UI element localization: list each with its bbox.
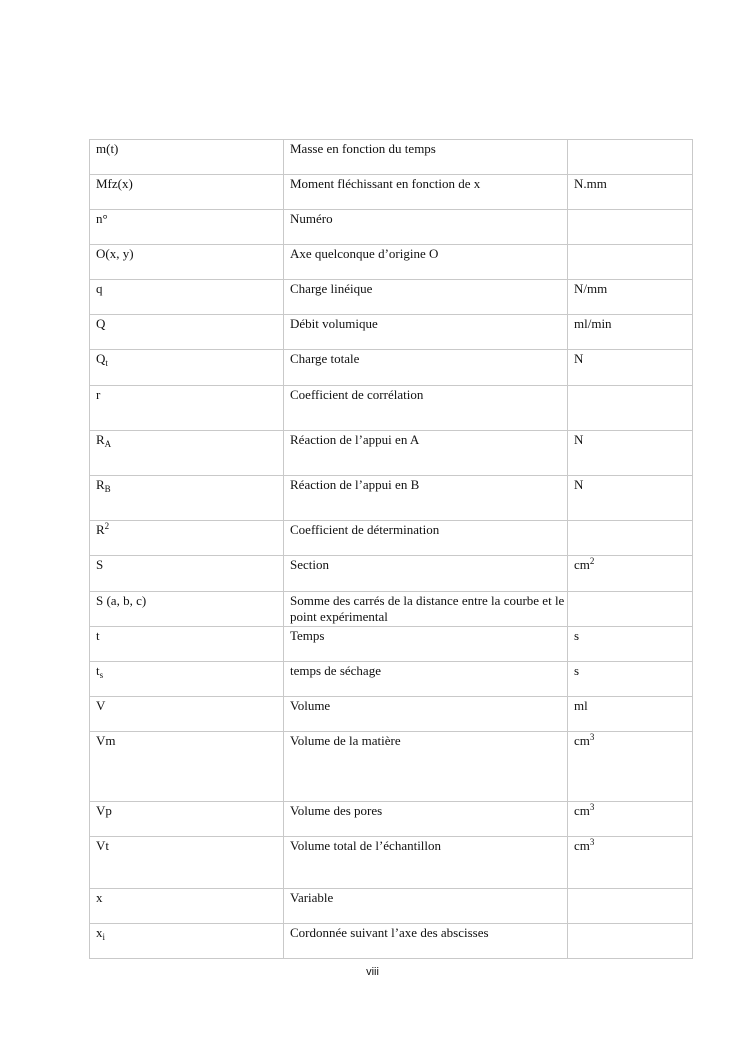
unit-cell xyxy=(568,210,693,245)
table-row xyxy=(90,592,693,627)
symbol-cell: x xyxy=(90,889,284,924)
description-cell: Section xyxy=(284,556,568,592)
description-cell: Volume total de l’échantillon xyxy=(284,837,568,889)
unit-cell xyxy=(568,386,693,431)
description-cell: Variable xyxy=(284,889,568,924)
unit-cell xyxy=(568,140,693,175)
table-row xyxy=(90,350,693,386)
unit-cell: ml xyxy=(568,697,693,732)
table-row xyxy=(90,315,693,350)
symbol-cell: Vp xyxy=(90,802,284,837)
symbol-cell: n° xyxy=(90,210,284,245)
description-cell: Cordonnée suivant l’axe des abscisses xyxy=(284,924,568,959)
table-row xyxy=(90,280,693,315)
unit-cell xyxy=(568,924,693,959)
symbol-cell: m(t) xyxy=(90,140,284,175)
page-number: viii xyxy=(366,966,379,978)
unit-cell xyxy=(568,521,693,556)
symbol-cell: $R_B$ xyxy=(90,476,284,521)
description-cell: Temps xyxy=(284,627,568,662)
description-cell: Volume xyxy=(284,697,568,732)
symbol-cell: r xyxy=(90,386,284,431)
table-row xyxy=(90,476,693,521)
description-cell: Coefficient de détermination xyxy=(284,521,568,556)
description-cell: Charge linéique xyxy=(284,280,568,315)
description-cell: Volume de la matière xyxy=(284,732,568,802)
symbol-cell: Q xyxy=(90,315,284,350)
description-cell: Somme des carrés de la distance entre la courbe et le point expérimental xyxy=(284,592,568,627)
symbols-table xyxy=(89,139,693,959)
unit-cell: N/mm xyxy=(568,280,693,315)
symbol-cell: Vt xyxy=(90,837,284,889)
description-cell: Charge totale xyxy=(284,350,568,386)
description-cell: Moment fléchissant en fonction de x xyxy=(284,175,568,210)
unit-cell: $cm^3$ xyxy=(568,837,693,889)
table-row xyxy=(90,175,693,210)
table-row xyxy=(90,697,693,732)
symbol-cell: $t_s$ xyxy=(90,662,284,697)
description-cell: Débit volumique xyxy=(284,315,568,350)
unit-cell: s xyxy=(568,662,693,697)
symbol-cell: $R^2$ xyxy=(90,521,284,556)
table-row xyxy=(90,245,693,280)
symbol-cell: q xyxy=(90,280,284,315)
table-row xyxy=(90,627,693,662)
symbol-cell: $Q_t$ xyxy=(90,350,284,386)
table-row xyxy=(90,732,693,802)
unit-cell: N xyxy=(568,350,693,386)
description-cell: Numéro xyxy=(284,210,568,245)
unit-cell: N xyxy=(568,476,693,521)
description-cell: Réaction de l’appui en A xyxy=(284,431,568,476)
unit-cell: s xyxy=(568,627,693,662)
unit-cell xyxy=(568,592,693,627)
table-row xyxy=(90,662,693,697)
description-cell: Volume des pores xyxy=(284,802,568,837)
symbol-cell: O(x, y) xyxy=(90,245,284,280)
description-cell: Coefficient de corrélation xyxy=(284,386,568,431)
table-row xyxy=(90,837,693,889)
symbol-cell: Mfz(x) xyxy=(90,175,284,210)
description-cell: Axe quelconque d’origine O xyxy=(284,245,568,280)
table-row xyxy=(90,140,693,175)
unit-cell xyxy=(568,889,693,924)
description-cell: temps de séchage xyxy=(284,662,568,697)
table-row xyxy=(90,556,693,592)
symbol-cell: S xyxy=(90,556,284,592)
unit-cell: $cm^2$ xyxy=(568,556,693,592)
table-row xyxy=(90,802,693,837)
unit-cell: $cm^3$ xyxy=(568,802,693,837)
symbol-cell: Vm xyxy=(90,732,284,802)
table-row xyxy=(90,210,693,245)
unit-cell: N xyxy=(568,431,693,476)
description-cell: Réaction de l’appui en B xyxy=(284,476,568,521)
unit-cell: $cm^3$ xyxy=(568,732,693,802)
symbol-cell: t xyxy=(90,627,284,662)
table-row xyxy=(90,431,693,476)
unit-cell xyxy=(568,245,693,280)
table-row xyxy=(90,386,693,431)
table-row xyxy=(90,924,693,959)
symbol-cell: V xyxy=(90,697,284,732)
table-row xyxy=(90,521,693,556)
unit-cell: ml/min xyxy=(568,315,693,350)
table-row xyxy=(90,889,693,924)
symbol-cell: $x_i$ xyxy=(90,924,284,959)
symbol-cell: S (a, b, c) xyxy=(90,592,284,627)
symbol-cell: $R_A$ xyxy=(90,431,284,476)
unit-cell: N.mm xyxy=(568,175,693,210)
description-cell: Masse en fonction du temps xyxy=(284,140,568,175)
